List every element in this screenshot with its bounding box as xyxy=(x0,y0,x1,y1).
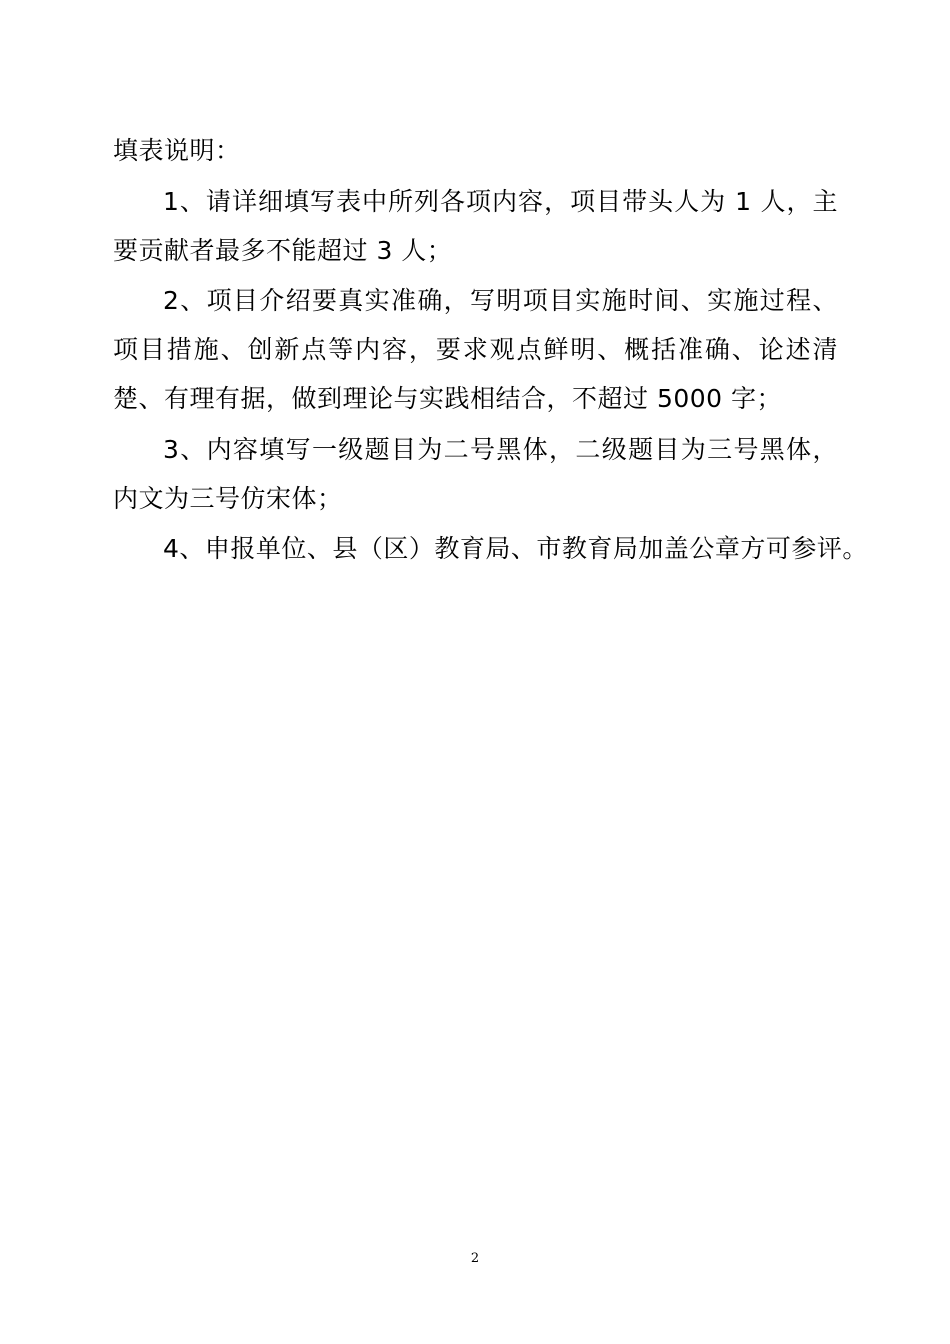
page-number: 2 xyxy=(470,1251,480,1266)
instruction-item-1: 1、请详细填写表中所列各项内容，项目带头人为 1 人，主要贡献者最多不能超过 3 人； xyxy=(113,187,838,265)
instruction-item-2: 2、项目介绍要真实准确，写明项目实施时间、实施过程、项目措施、创新点等内容，要求观点鲜明、概括准确、论述清楚、有理有据，做到理论与实践相结合，不超过 5000 字； xyxy=(113,286,838,413)
instructions-heading: 填表说明： xyxy=(113,136,241,165)
instruction-item-4: 4、申报单位、县（区）教育局、市教育局加盖公章方可参评。 xyxy=(163,534,868,563)
instruction-item-3: 3、内容填写一级题目为二号黑体，二级题目为三号黑体，内文为三号仿宋体； xyxy=(113,435,838,513)
